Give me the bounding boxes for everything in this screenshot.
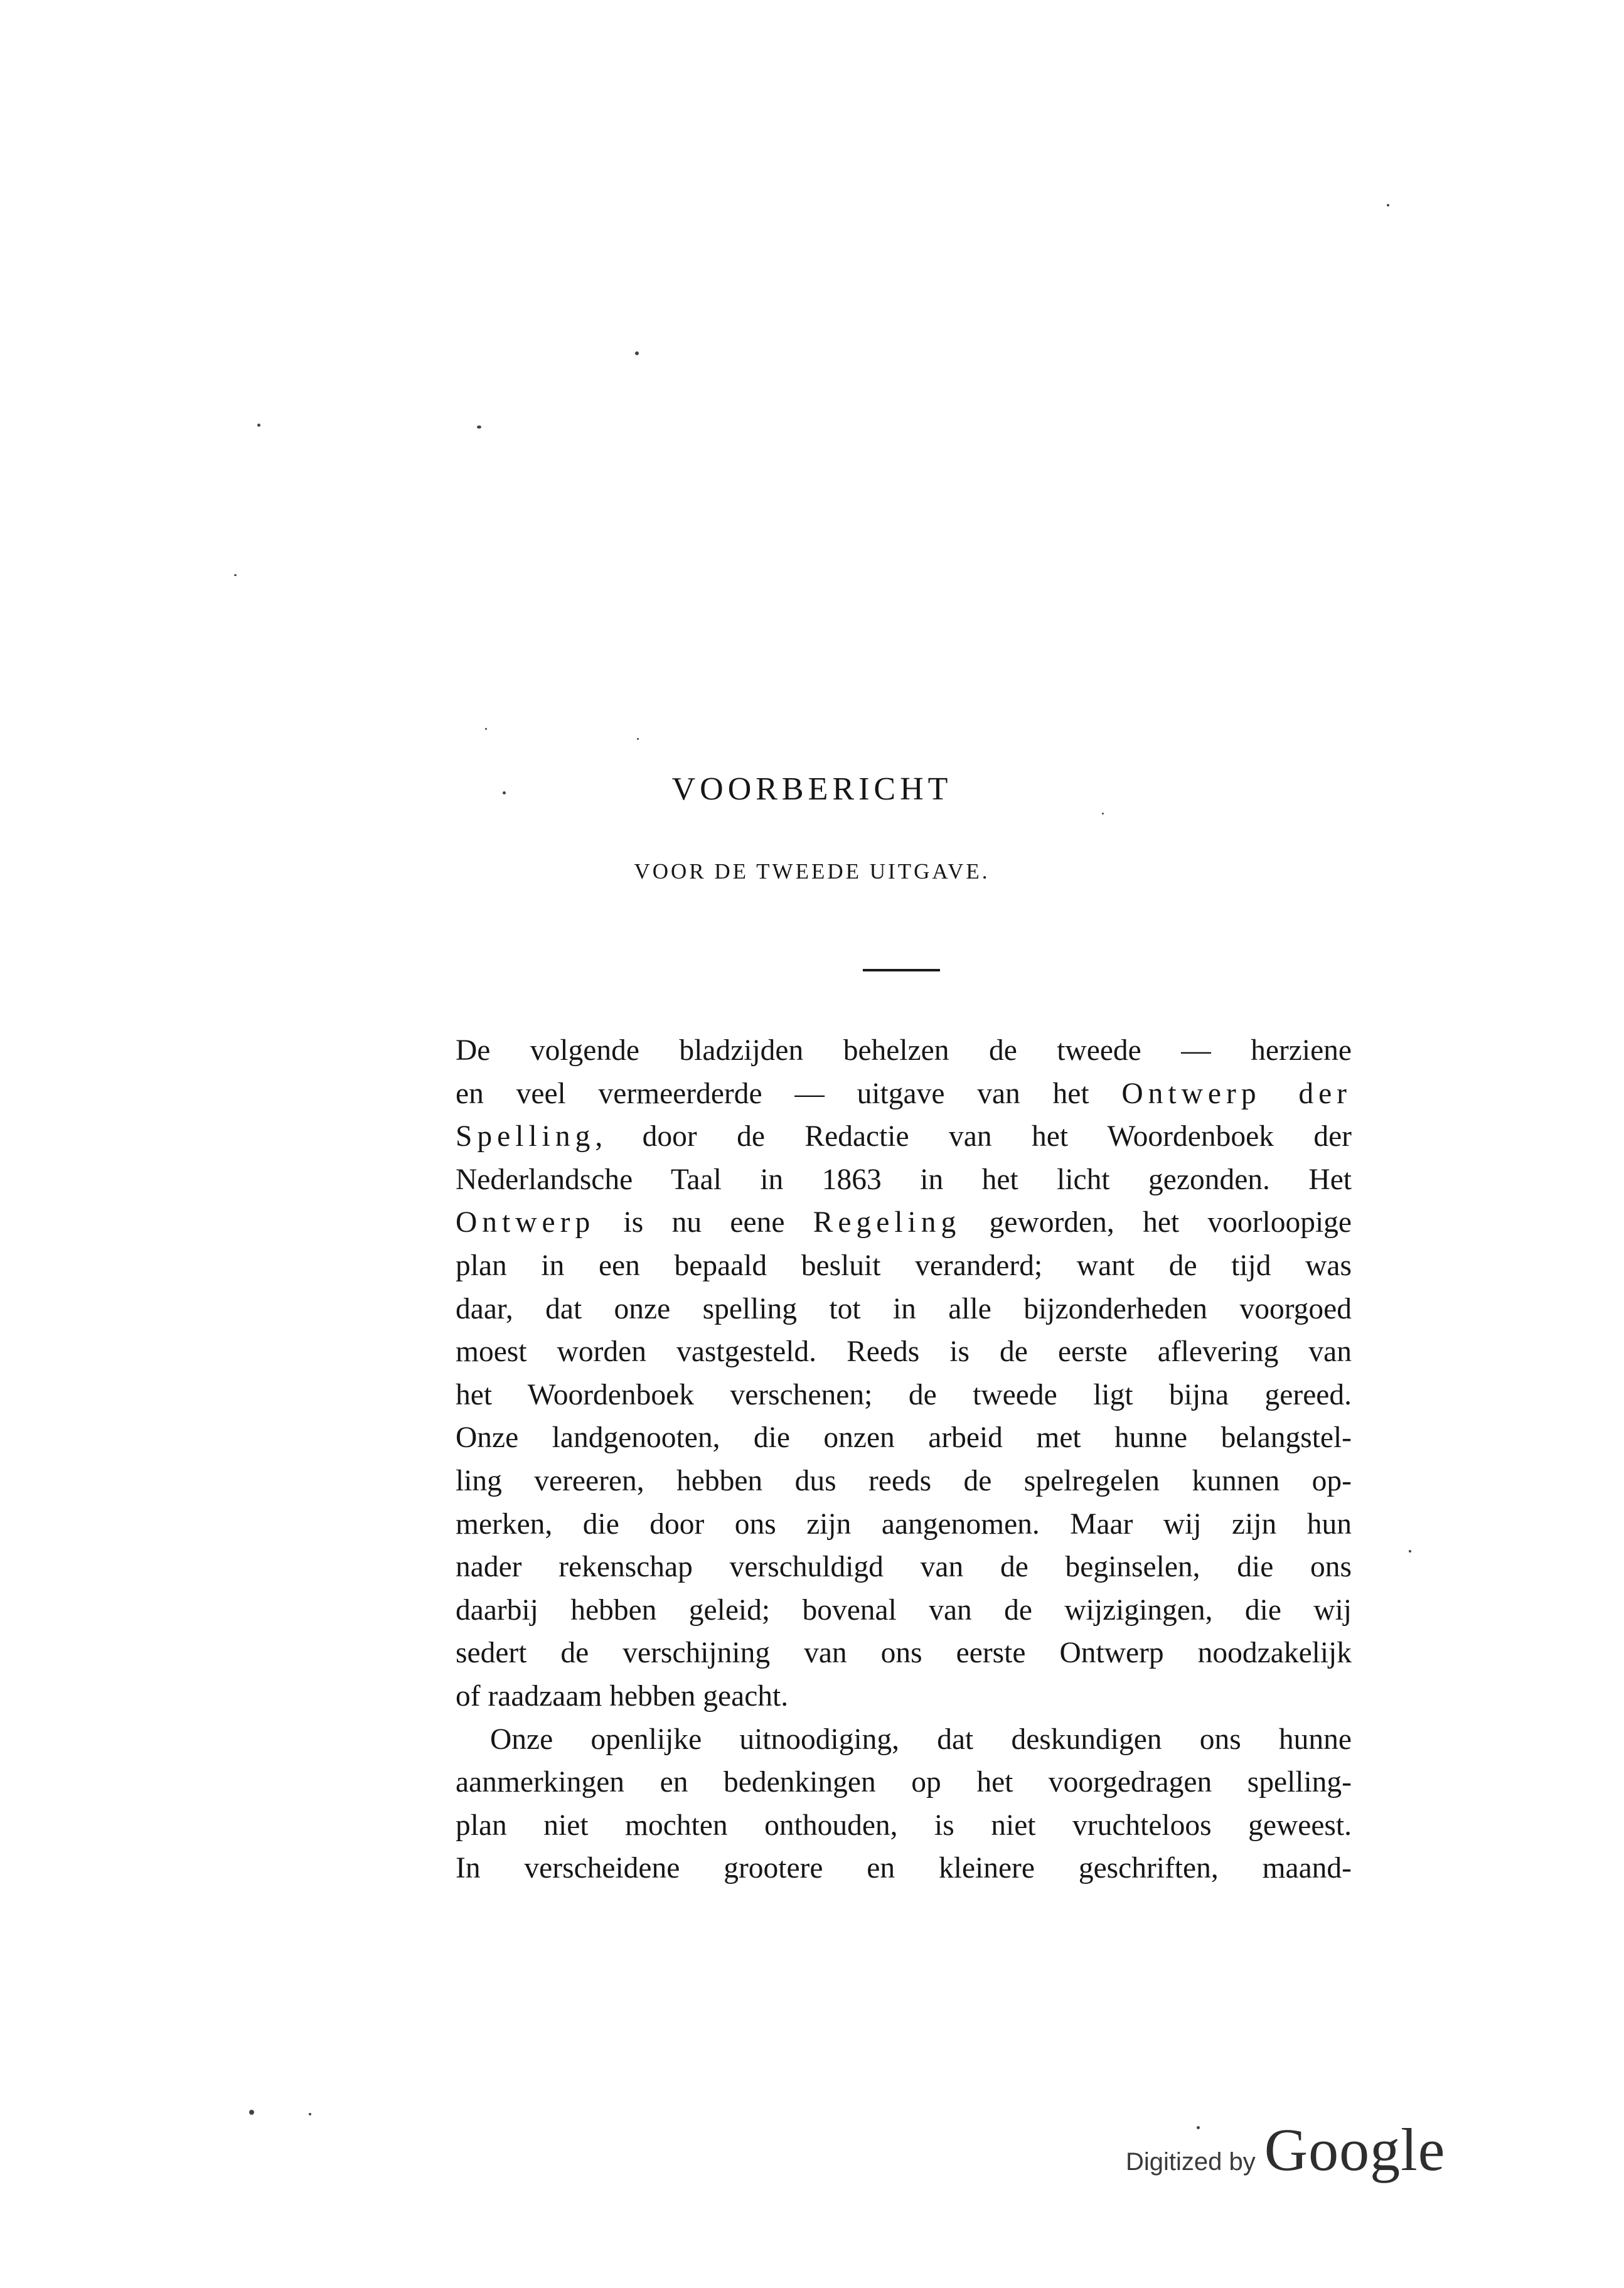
- text-line-1: De volgende bladzijden behelzen de tweede — herziene: [456, 1034, 1352, 1067]
- text-line-3-rest: , door de Redactie van het Woordenboek der: [595, 1120, 1352, 1153]
- text-line-11: ling vereeren, hebben dus reeds de spelregelen kunnen op-: [456, 1464, 1352, 1497]
- spaced-term-spelling: Spelling: [456, 1120, 596, 1153]
- text-line-6: plan in een bepaald besluit veranderd; want de tijd was: [456, 1249, 1352, 1282]
- scan-speck: [234, 574, 237, 576]
- google-logo: Google: [1264, 2116, 1446, 2183]
- text-line-7: daar, dat onze spelling tot in alle bijzonderheden voorgoed: [456, 1292, 1352, 1325]
- page-title: VOORBERICHT: [671, 771, 953, 807]
- text-line-5: [456, 1201, 1352, 1244]
- text-line-14: daarbij hebben geleid; bovenal van de wijzigingen, die wij: [456, 1593, 1352, 1627]
- scan-speck: [503, 791, 506, 794]
- spaced-term-ontwerp-der: Ontwerp der: [1121, 1077, 1352, 1110]
- text-line-19: plan niet mochten onthouden, is niet vruchteloos geweest.: [456, 1809, 1352, 1842]
- text-line-15: sedert de verschijning van ons eerste Ontwerp noodzakelijk: [456, 1637, 1352, 1670]
- scan-speck: [635, 351, 639, 355]
- spaced-term-ontwerp: Ontwerp: [456, 1206, 596, 1239]
- text-line-12: merken, die door ons zijn aangenomen. Maar wij zijn hun: [456, 1507, 1352, 1541]
- digitized-by-label: Digitized by: [1126, 2148, 1256, 2176]
- text-line-2-start: en veel vermeerderde — uitgave van het: [456, 1077, 1122, 1110]
- text-line-3: [456, 1115, 1352, 1158]
- text-line-5-rest: geworden, het voorloopige: [961, 1206, 1352, 1239]
- scan-speck: [477, 425, 481, 429]
- scan-speck: [485, 728, 487, 730]
- digitized-by-google-watermark: [1126, 2115, 1445, 2184]
- text-line-20: In verscheidene grootere en kleinere geschriften, maand-: [456, 1852, 1352, 1885]
- text-line-18: aanmerkingen en bedenkingen op het voorgedragen spelling-: [456, 1766, 1352, 1799]
- scan-speck: [309, 2113, 311, 2115]
- scan-speck: [637, 738, 639, 740]
- text-line-5-mid: is nu eene: [595, 1206, 813, 1239]
- text-line-9: het Woordenboek verschenen; de tweede ligt bijna gereed.: [456, 1378, 1352, 1411]
- text-line-13: nader rekenschap verschuldigd van de beginselen, die ons: [456, 1551, 1352, 1584]
- scan-speck: [1387, 204, 1389, 206]
- text-line-17: Onze openlijke uitnoodiging, dat deskundigen ons hunne: [490, 1723, 1352, 1756]
- text-line-10: Onze landgenooten, die onzen arbeid met hunne belangstel-: [456, 1421, 1352, 1455]
- text-line-2: [456, 1072, 1352, 1116]
- spaced-term-regeling: Regeling: [813, 1206, 961, 1239]
- body-text: [456, 1029, 1352, 1890]
- scan-speck: [249, 2110, 254, 2115]
- title-divider: [863, 969, 940, 971]
- text-line-16: of raadzaam hebben geacht.: [456, 1679, 789, 1713]
- text-line-4: Nederlandsche Taal in 1863 in het licht gezonden. Het: [456, 1163, 1352, 1196]
- page-subtitle: VOOR DE TWEEDE UITGAVE.: [634, 859, 990, 884]
- text-line-8: moest worden vastgesteld. Reeds is de eerste aflevering van: [456, 1335, 1352, 1369]
- scan-speck: [1102, 813, 1104, 815]
- scan-speck: [257, 424, 260, 427]
- scan-speck: [1409, 1550, 1411, 1553]
